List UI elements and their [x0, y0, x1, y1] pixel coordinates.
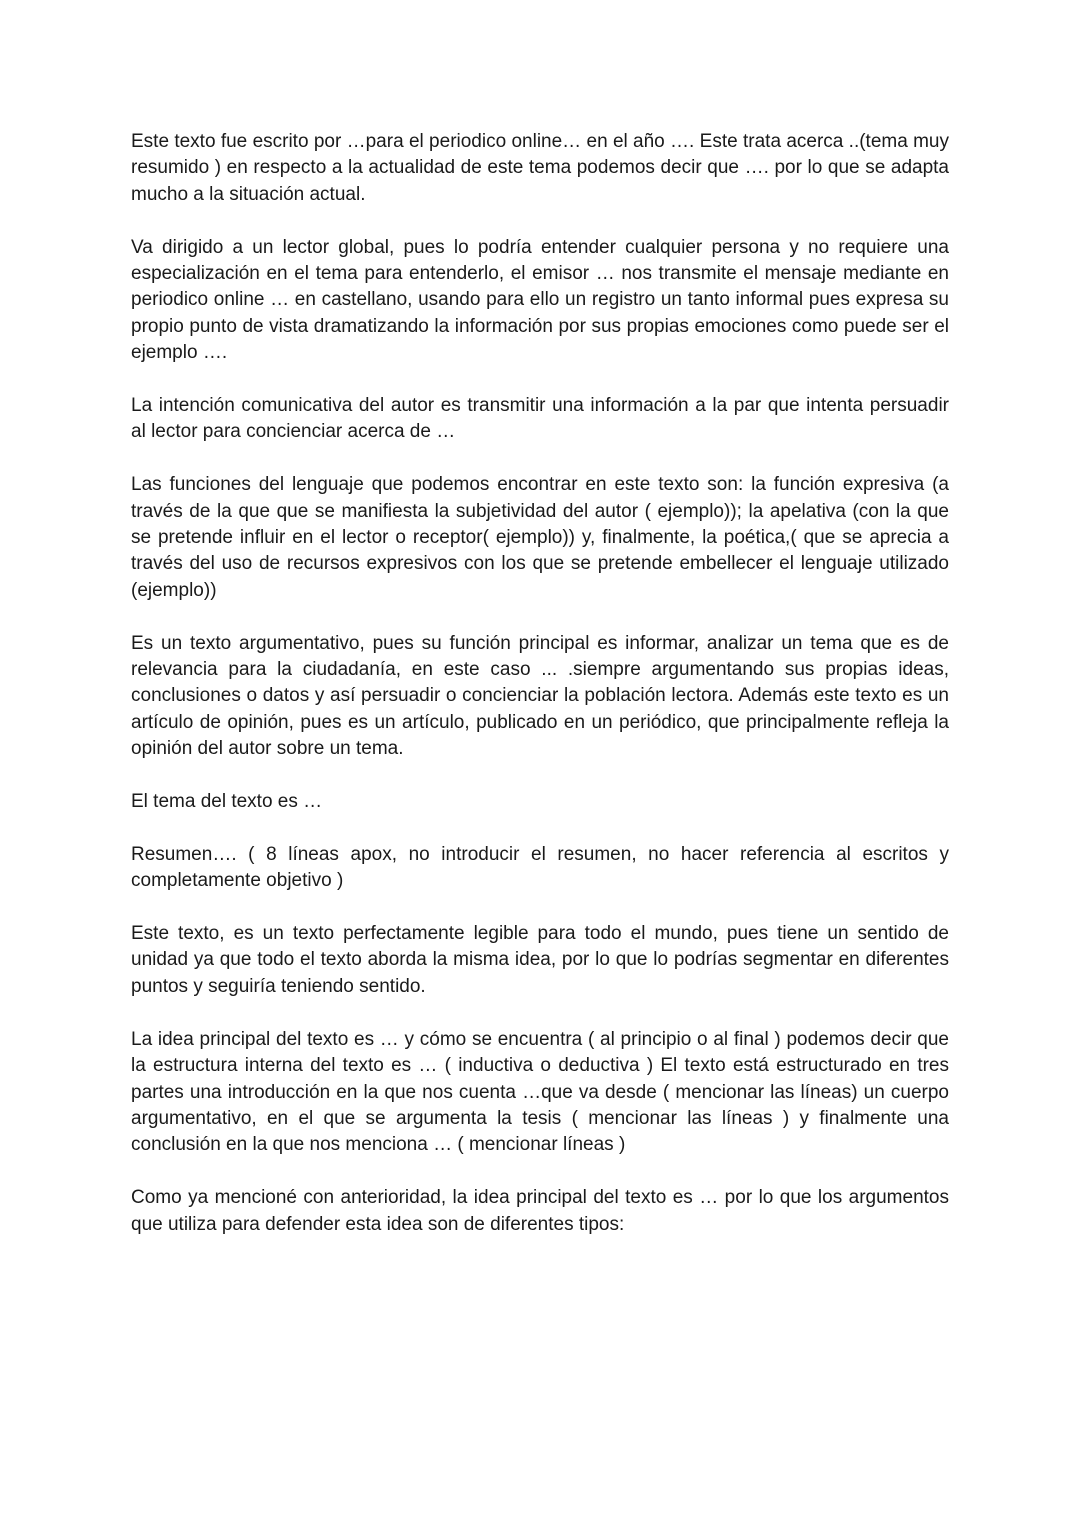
document-body	[131, 129, 949, 1264]
paragraph-authorship: Este texto fue escrito por …para el periodico online… en el año …. Este trata acerca ..(tema muy resumido ) en respecto a la actualidad de este tema podemos decir que …. por lo que se adapta mucho a la situación actual.	[131, 131, 949, 205]
paragraph-audience: Va dirigido a un lector global, pues lo podría entender cualquier persona y no requiere una especialización en el tema para entenderlo, el emisor … nos transmite el mensaje mediante en periodico online … en castellano, usando para ello un registro un tanto informal pues expresa su propio punto de vista dramatizando la información por sus propias emociones como puede ser el ejemplo ….	[131, 236, 949, 364]
paragraph-intention: La intención comunicativa del autor es transmitir una información a la par que intenta persuadir al lector para concienciar acerca de …	[131, 395, 949, 443]
paragraph-coherence: Este texto, es un texto perfectamente legible para todo el mundo, pues tiene un sentido de unidad ya que todo el texto aborda la misma idea, por lo que lo podrías segmentar en diferentes puntos y seguiría teniendo sentido.	[131, 923, 949, 997]
paragraph-summary: Resumen…. ( 8 líneas apox, no introducir el resumen, no hacer referencia al escritos y completamente objetivo )	[131, 843, 949, 892]
paragraph-theme: El tema del texto es …	[131, 791, 323, 813]
paragraph-arguments: Como ya mencioné con anterioridad, la idea principal del texto es … por lo que los argumentos que utiliza para defender esta idea son de diferentes tipos:	[131, 1187, 949, 1235]
paragraph-structure: La idea principal del texto es … y cómo se encuentra ( al principio o al final ) podemos decir que la estructura interna del texto es … ( inductiva o deductiva ) El texto está estructurado en tres partes una introducción en la que nos cuenta …que va desde ( mencionar las líneas) un cuerpo argumentativo, en el que se argumenta la tesis ( mencionar las líneas ) y finalmente una conclusión en la que nos menciona … ( mencionar líneas )	[131, 1028, 949, 1156]
paragraph-text-type: Es un texto argumentativo, pues su función principal es informar, analizar un tema que es de relevancia para la ciudadanía, en este caso ... .siempre argumentando sus propias ideas, conclusiones o datos y así persuadir o concienciar la población lectora. Además este texto es un artículo de opinión, pues es un artículo, publicado en un periódico, que principalmente refleja la opinión del autor sobre un tema.	[131, 632, 949, 760]
paragraph-language-functions: Las funciones del lenguaje que podemos encontrar en este texto son: la función expresiva (a través de la que que se manifiesta la subjetividad del autor ( ejemplo)); la apelativa (con la que se pretende influir en el lector o receptor( ejemplo)) y, finalmente, la poética,( que se aprecia a través del uso de recursos expresivos con los que se pretende embellecer el lenguaje utilizado (ejemplo))	[131, 474, 949, 601]
